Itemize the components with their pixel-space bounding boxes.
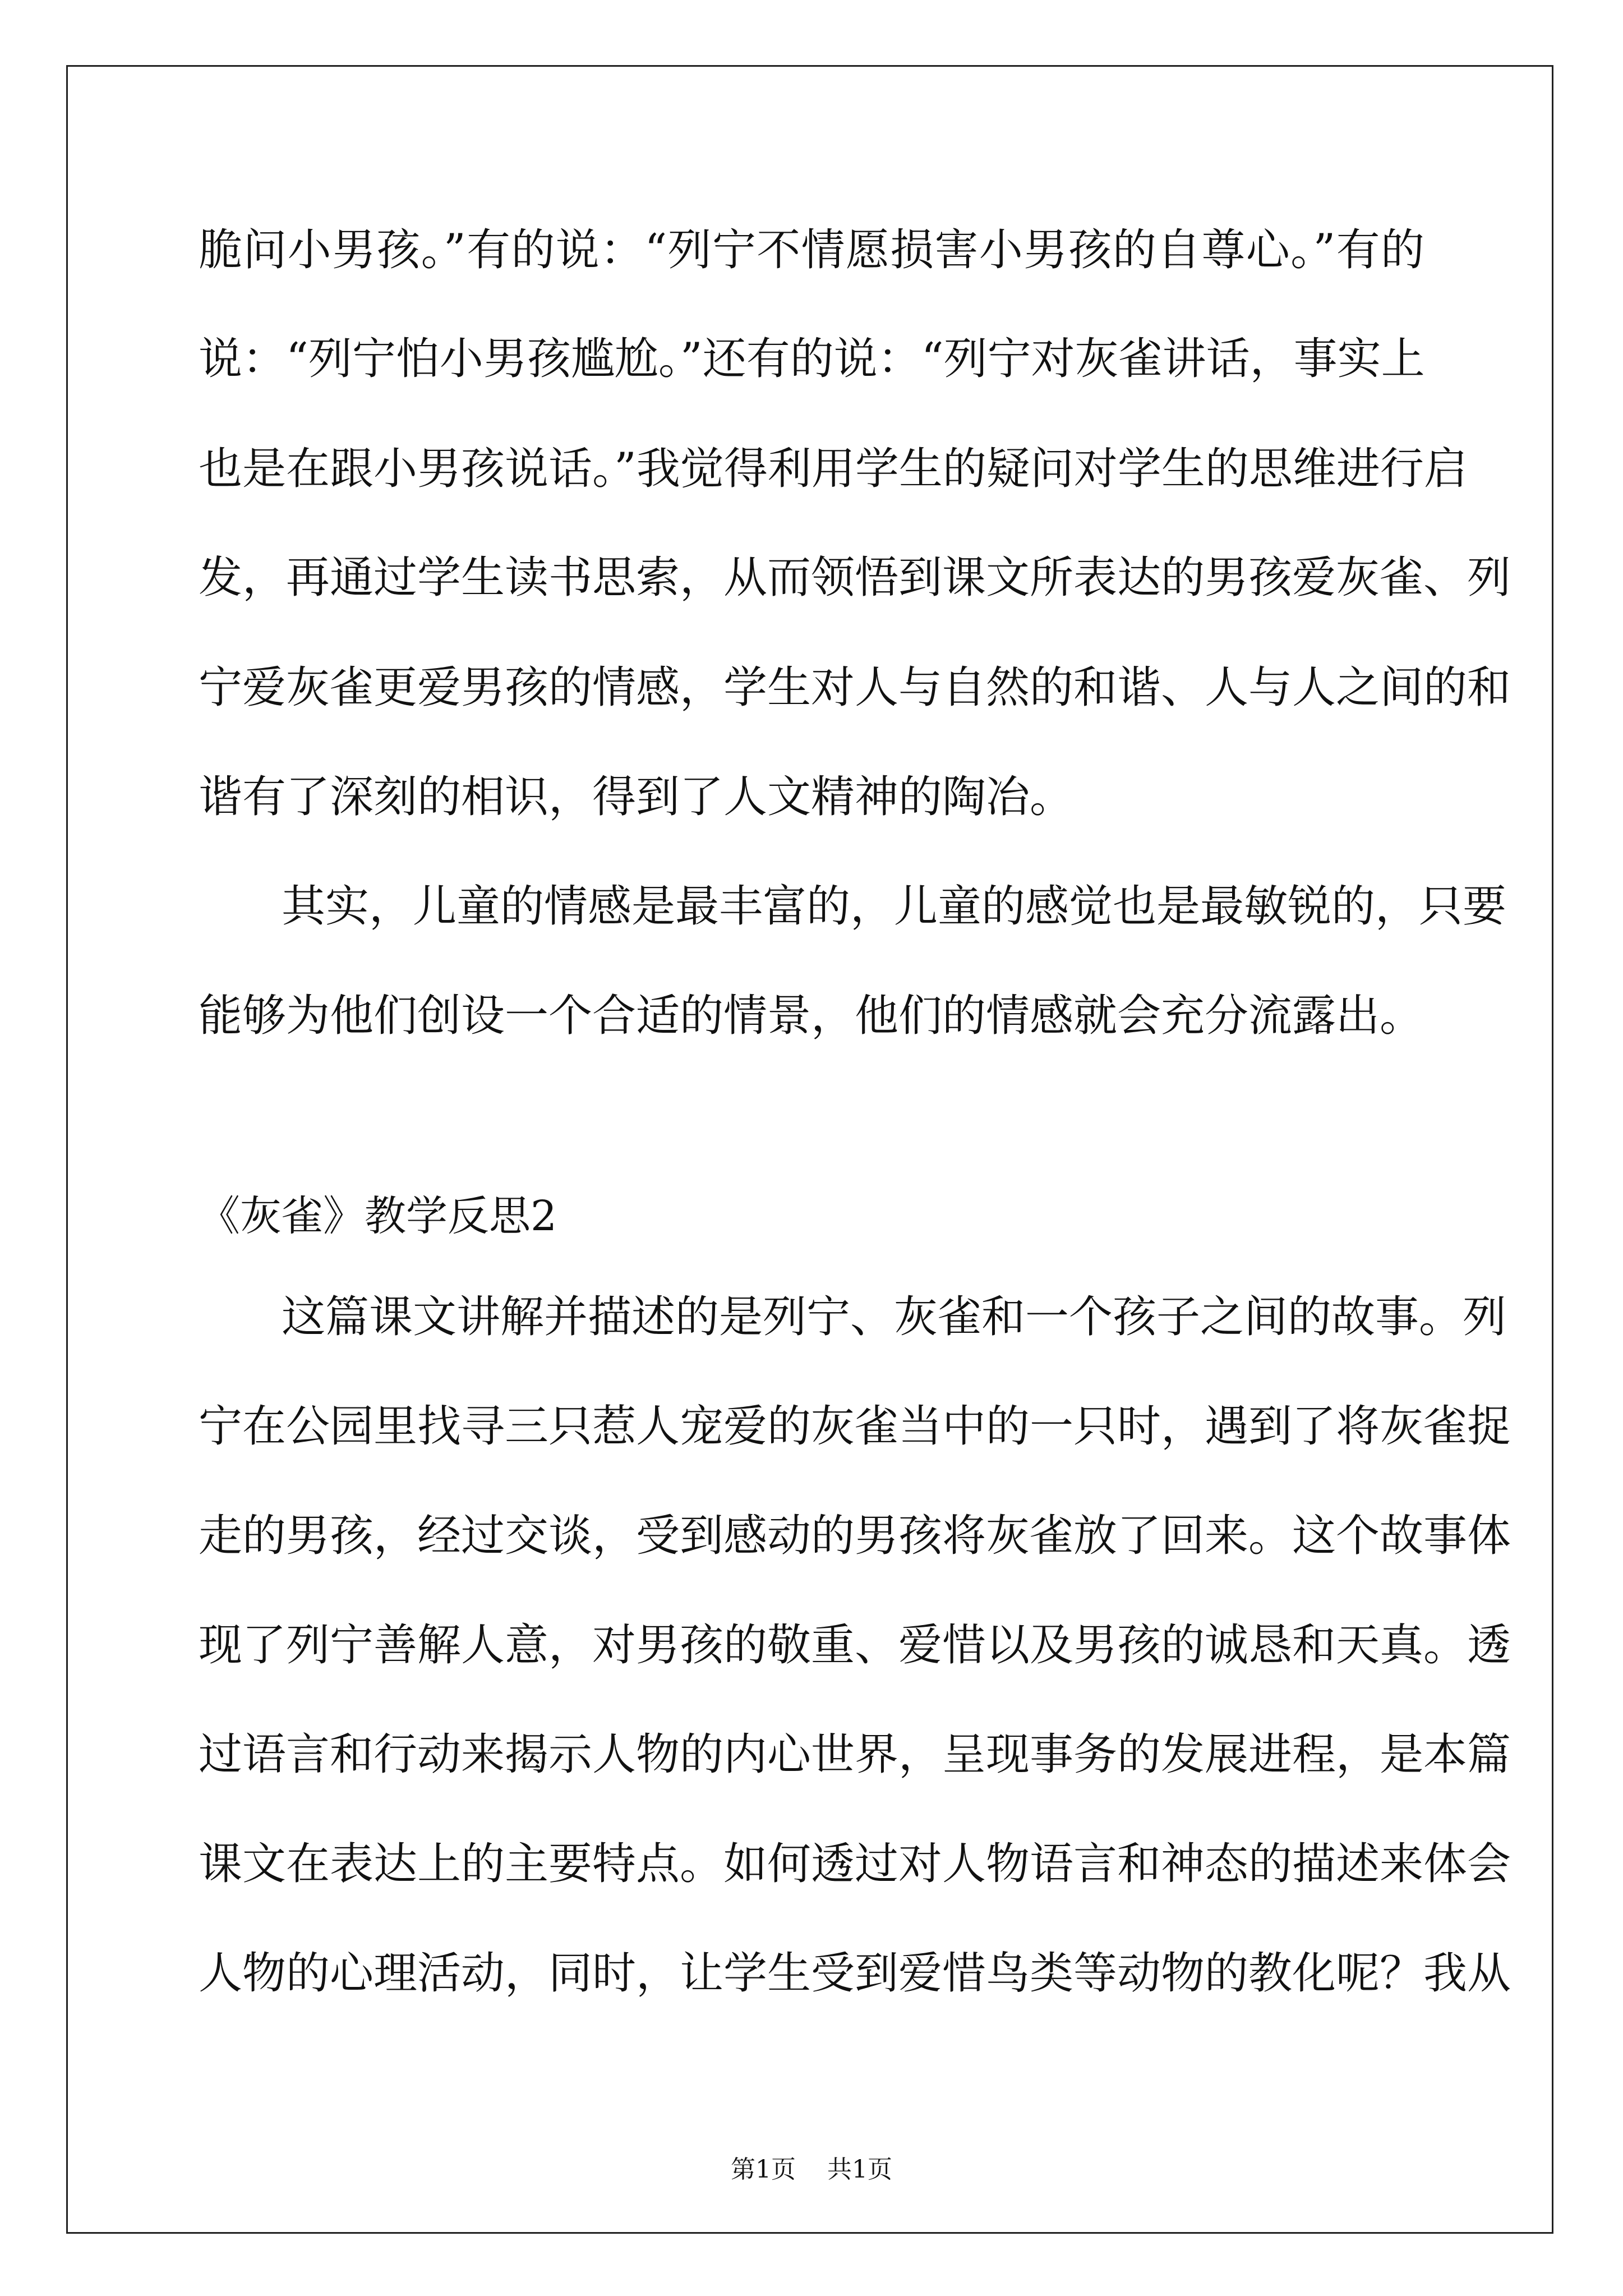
paragraph-line: 现了列宁善解人意，对男孩的敬重、爱惜以及男孩的诚恳和天真。透 (199, 1620, 1511, 1671)
paragraph-line: 人物的心理活动，同时，让学生受到爱惜鸟类等动物的教化呢？我从 (199, 1948, 1511, 1999)
paragraph-line-indented: 这篇课文讲解并描述的是列宁、灰雀和一个孩子之间的故事。列 (282, 1292, 1507, 1342)
page-border (66, 65, 1553, 2234)
paragraph-line: 也是在跟小男孩说话。”我觉得利用学生的疑问对学生的思维进行启 (199, 444, 1468, 494)
paragraph-line: 宁在公园里找寻三只惹人宠爱的灰雀当中的一只时，遇到了将灰雀捉 (199, 1401, 1511, 1452)
paragraph-line-indented: 其实，儿童的情感是最丰富的，儿童的感觉也是最敏锐的，只要 (282, 881, 1507, 932)
paragraph-line: 发，再通过学生读书思索，从而领悟到课文所表达的男孩爱灰雀、列 (199, 553, 1511, 603)
paragraph-line: 脆问小男孩。”有的说：“列宁不情愿损害小男孩的自尊心。”有的 (199, 225, 1424, 275)
paragraph-line: 能够为他们创设一个合适的情景，他们的情感就会充分流露出。 (199, 991, 1424, 1041)
paragraph-line: 宁爱灰雀更爱男孩的情感，学生对人与自然的和谐、人与人之间的和 (199, 662, 1511, 713)
section-heading: 《灰雀》教学反思2 (199, 1192, 557, 1240)
paragraph-line: 谐有了深刻的相识，得到了人文精神的陶冶。 (199, 772, 1074, 822)
paragraph-line: 课文在表达上的主要特点。如何透过对人物语言和神态的描述来体会 (199, 1839, 1511, 1889)
paragraph-line: 说：“列宁怕小男孩尴尬。”还有的说：“列宁对灰雀讲话，事实上 (199, 334, 1425, 384)
page-footer: 第1页 共1页 (731, 2155, 892, 2184)
paragraph-line: 走的男孩，经过交谈，受到感动的男孩将灰雀放了回来。这个故事体 (199, 1511, 1511, 1561)
paragraph-line: 过语言和行动来揭示人物的内心世界，呈现事务的发展进程，是本篇 (199, 1729, 1511, 1780)
